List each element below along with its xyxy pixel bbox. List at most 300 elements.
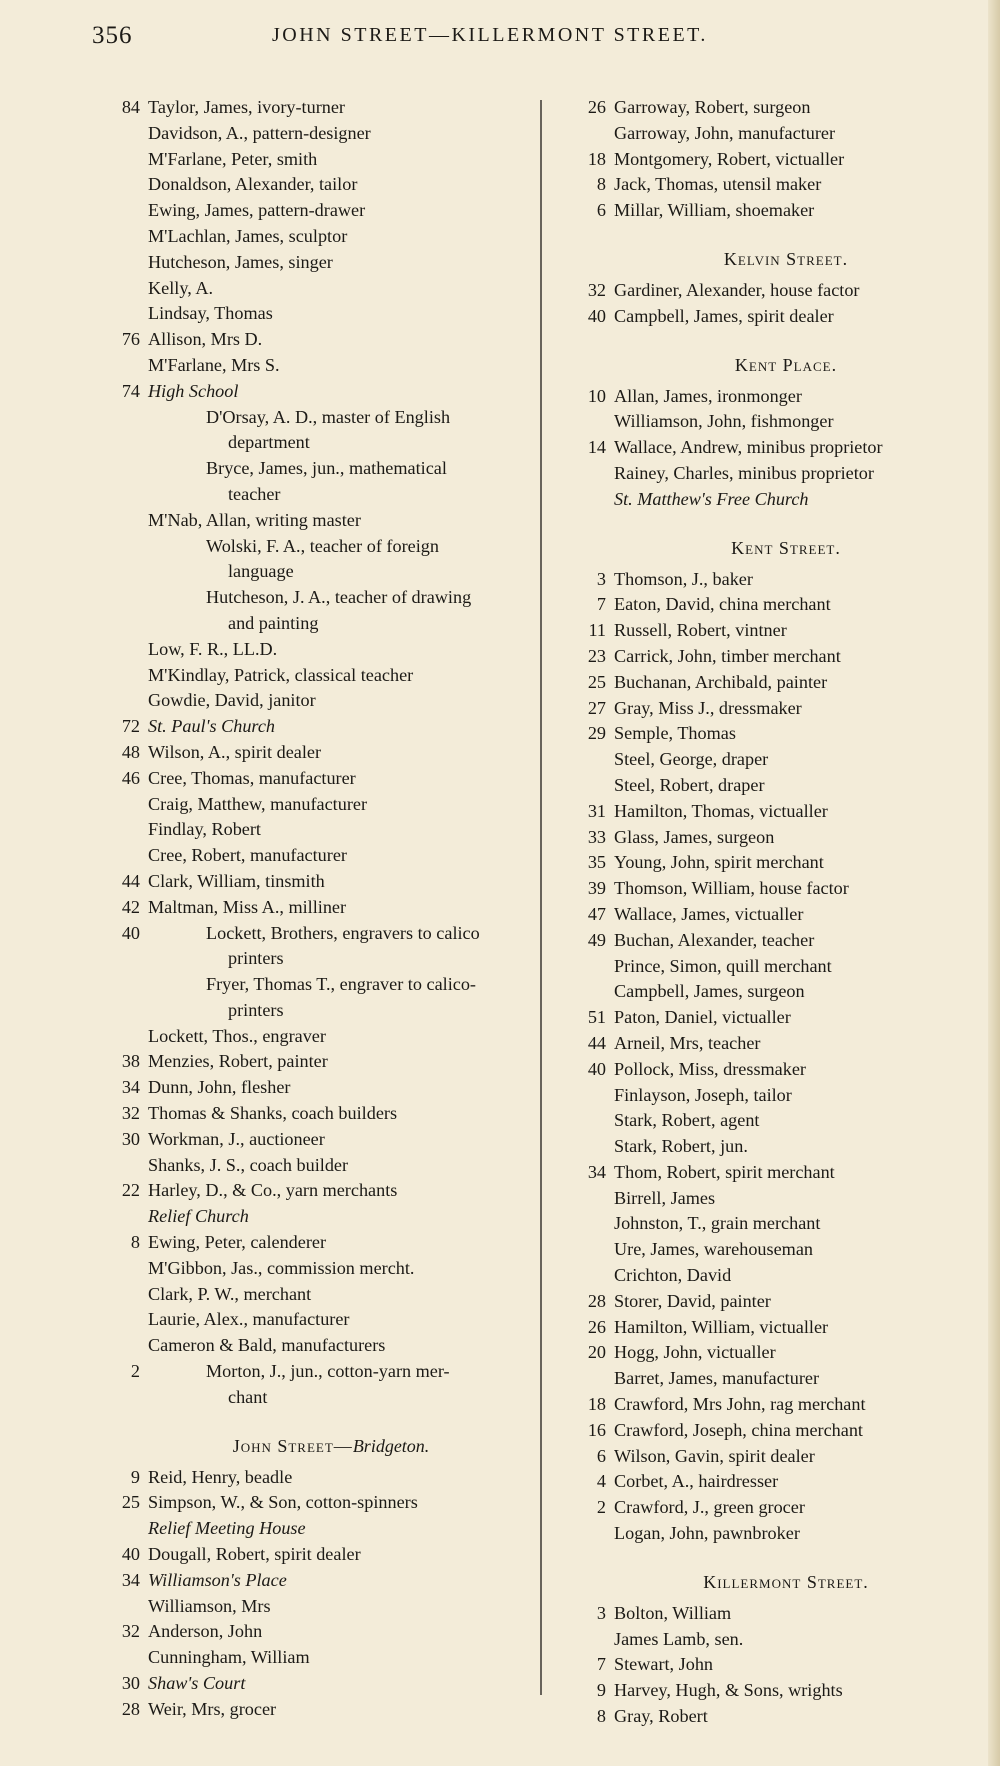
occupant-name: Stark, Robert, agent: [614, 1110, 760, 1131]
directory-entry: [90, 1282, 532, 1308]
occupant-text: [614, 592, 831, 618]
occupant-text: [148, 379, 238, 405]
house-number: 76: [121, 329, 140, 350]
occupant-name: St. Matthew's Free Church: [614, 488, 809, 509]
directory-entry: [556, 1469, 976, 1495]
occupant-text: [614, 954, 832, 980]
occupant-text: [148, 1024, 326, 1050]
occupant-name: St. Paul's Church: [148, 716, 275, 737]
occupant-text: [148, 1101, 397, 1127]
occupant-text: [614, 876, 849, 902]
directory-entry: [90, 1619, 532, 1645]
occupant-text: [148, 1127, 325, 1153]
occupant-text: [614, 825, 774, 851]
occupant-text: [614, 1057, 806, 1083]
house-number: 44: [587, 1032, 606, 1053]
occupant-text: [614, 487, 809, 513]
directory-entry: [556, 1340, 976, 1366]
occupant-text: [614, 1495, 805, 1521]
house-number: 34: [587, 1161, 606, 1182]
occupant-name: Williamson, Mrs: [148, 1595, 271, 1616]
occupant-text: [614, 721, 736, 747]
occupant-name: Prince, Simon, quill merchant: [614, 955, 832, 976]
directory-entry: [556, 1444, 976, 1470]
house-number: 38: [121, 1051, 140, 1072]
occupant-name: Crawford, J., green grocer: [614, 1497, 805, 1518]
occupant-name: Donaldson, Alexander, tailor: [148, 174, 358, 195]
occupant-text: [614, 278, 860, 304]
occupant-text: [148, 1307, 349, 1333]
house-number: 74: [121, 380, 140, 401]
house-number: 8: [130, 1232, 140, 1253]
occupant-text: [148, 508, 361, 534]
directory-entry: [90, 663, 532, 689]
directory-entry: [556, 1521, 976, 1547]
occupant-name: Storer, David, painter: [614, 1290, 771, 1311]
occupant-continuation: printers: [228, 999, 284, 1020]
occupant-text: [614, 1601, 731, 1627]
occupant-name: Arneil, Mrs, teacher: [614, 1032, 761, 1053]
occupant-name: M'Nab, Allan, writing master: [148, 509, 361, 530]
occupant-text: [148, 353, 280, 379]
directory-entry: [556, 773, 976, 799]
occupant-text: [148, 637, 277, 663]
street-heading-text: Kent Street.: [731, 537, 841, 558]
directory-entry: [556, 1134, 976, 1160]
occupant-name: Fryer, Thomas T., engraver to calico-: [206, 974, 476, 995]
directory-landmark: [90, 1568, 532, 1594]
occupant-text: [148, 1542, 361, 1568]
house-number: 9: [130, 1466, 140, 1487]
occupant-name: Finlayson, Joseph, tailor: [614, 1084, 792, 1105]
occupant-name: Cunningham, William: [148, 1647, 310, 1668]
house-number: 3: [596, 568, 606, 589]
directory-entry: [90, 353, 532, 379]
house-number: 14: [587, 437, 606, 458]
occupant-name: M'Farlane, Peter, smith: [148, 148, 318, 169]
occupant-text: [614, 773, 765, 799]
house-number: 32: [121, 1621, 140, 1642]
occupant-name: Stewart, John: [614, 1654, 714, 1675]
house-number: 2: [596, 1497, 606, 1518]
directory-entry: [556, 618, 976, 644]
directory-entry: [90, 121, 532, 147]
occupant-text: [148, 792, 367, 818]
directory-entry: [90, 766, 532, 792]
occupant-name: Davidson, A., pattern-designer: [148, 122, 371, 143]
directory-entry: [90, 1127, 532, 1153]
occupant-text: [614, 618, 787, 644]
occupant-text: [206, 921, 590, 973]
page-edge: [988, 0, 1000, 1766]
occupant-name: Shaw's Court: [148, 1673, 246, 1694]
directory-entry: [556, 954, 976, 980]
occupant-text: [148, 1075, 290, 1101]
occupant-text: [614, 435, 883, 461]
directory-entry: [90, 301, 532, 327]
directory-entry: [90, 1307, 532, 1333]
occupant-name: Hamilton, Thomas, victualler: [614, 800, 828, 821]
house-number: 6: [596, 1445, 606, 1466]
occupant-name: Crawford, Mrs John, rag merchant: [614, 1394, 866, 1415]
occupant-name: Birrell, James: [614, 1187, 716, 1208]
directory-entry: [90, 250, 532, 276]
occupant-text: [148, 1282, 311, 1308]
house-number: 40: [121, 1544, 140, 1565]
occupant-text: [614, 304, 834, 330]
directory-entry: [90, 1178, 532, 1204]
occupant-text: [614, 1392, 866, 1418]
occupant-text: [206, 1359, 590, 1411]
occupant-name: Jack, Thomas, utensil maker: [614, 174, 822, 195]
directory-entry: [90, 869, 532, 895]
house-number: 32: [587, 279, 606, 300]
house-number: 40: [587, 1058, 606, 1079]
house-number: 31: [587, 800, 606, 821]
occupant-name: Stark, Robert, jun.: [614, 1136, 748, 1157]
occupant-text: [614, 1418, 863, 1444]
directory-entry: [556, 172, 976, 198]
house-number: 2: [130, 1361, 140, 1382]
directory-entry: [90, 1359, 532, 1411]
directory-entry: [90, 327, 532, 353]
directory-entry: [556, 1057, 976, 1083]
occupant-text: [148, 147, 317, 173]
occupant-name: Craig, Matthew, manufacturer: [148, 793, 368, 814]
directory-entry: [556, 304, 976, 330]
occupant-text: [614, 95, 810, 121]
directory-entry: [556, 435, 976, 461]
occupant-text: [148, 766, 356, 792]
occupant-name: Thomson, J., baker: [614, 568, 753, 589]
directory-entry: [556, 1627, 976, 1653]
street-heading-subtitle: Bridgeton.: [352, 1435, 430, 1456]
occupant-text: [614, 1289, 771, 1315]
occupant-text: [614, 979, 805, 1005]
occupant-name: Buchan, Alexander, teacher: [614, 929, 815, 950]
occupant-text: [614, 147, 844, 173]
occupant-text: [148, 95, 345, 121]
occupant-name: Dunn, John, flesher: [148, 1077, 291, 1098]
occupant-name: Relief Meeting House: [148, 1518, 306, 1539]
occupant-text: [148, 843, 347, 869]
directory-entry: [90, 1024, 532, 1050]
occupant-name: Allison, Mrs D.: [148, 329, 263, 350]
right-column: [556, 95, 976, 1730]
occupant-text: [614, 1211, 820, 1237]
house-number: 23: [587, 645, 606, 666]
occupant-text: [614, 409, 834, 435]
occupant-name: Montgomery, Robert, victualler: [614, 148, 845, 169]
house-number: 32: [121, 1103, 140, 1124]
occupant-text: [148, 1619, 262, 1645]
directory-entry: [556, 198, 976, 224]
occupant-name: Lockett, Brothers, engravers to calico: [206, 922, 480, 943]
directory-entry: [556, 278, 976, 304]
house-number: 46: [121, 767, 140, 788]
occupant-text: [614, 1340, 776, 1366]
occupant-name: Gardiner, Alexander, house factor: [614, 279, 860, 300]
street-heading-text: John Street—: [232, 1435, 353, 1456]
directory-entry: [90, 585, 532, 637]
house-number: 35: [587, 852, 606, 873]
occupant-name: Cree, Robert, manufacturer: [148, 845, 347, 866]
directory-entry: [556, 747, 976, 773]
occupant-name: Hamilton, William, victualler: [614, 1316, 829, 1337]
occupant-text: [614, 747, 768, 773]
directory-entry: [90, 508, 532, 534]
house-number: 30: [121, 1128, 140, 1149]
occupant-text: [148, 250, 333, 276]
street-heading: [90, 1433, 532, 1459]
occupant-name: Lindsay, Thomas: [148, 303, 273, 324]
house-number: 51: [587, 1007, 606, 1028]
occupant-text: [148, 1671, 245, 1697]
occupant-name: Logan, John, pawnbroker: [614, 1523, 800, 1544]
occupant-name: Steel, George, draper: [614, 749, 769, 770]
directory-entry: [556, 850, 976, 876]
occupant-name: Low, F. R., LL.D.: [148, 638, 278, 659]
occupant-text: [148, 895, 346, 921]
occupant-name: Anderson, John: [148, 1621, 263, 1642]
occupant-name: Wilson, Gavin, spirit dealer: [614, 1445, 815, 1466]
house-number: 6: [596, 200, 606, 221]
directory-landmark: [90, 1671, 532, 1697]
directory-entry: [90, 1333, 532, 1359]
occupant-name: Rainey, Charles, minibus proprietor: [614, 462, 874, 483]
occupant-text: [148, 817, 261, 843]
house-number: 42: [121, 896, 140, 917]
occupant-text: [206, 456, 590, 508]
directory-entry: [556, 1366, 976, 1392]
occupant-text: [206, 972, 590, 1024]
occupant-name: Thom, Robert, spirit merchant: [614, 1161, 835, 1182]
left-column: [90, 95, 532, 1723]
house-number: 47: [587, 903, 606, 924]
page-number: 356: [92, 22, 133, 49]
directory-entry: [556, 902, 976, 928]
house-number: 9: [596, 1680, 606, 1701]
house-number: 8: [596, 1706, 606, 1727]
occupant-name: Ure, James, warehouseman: [614, 1239, 813, 1260]
house-number: 11: [588, 620, 606, 641]
house-number: 28: [587, 1290, 606, 1311]
directory-entry: [90, 688, 532, 714]
occupant-text: [148, 688, 316, 714]
occupant-continuation: teacher: [228, 483, 281, 504]
directory-entry: [556, 825, 976, 851]
occupant-name: M'Lachlan, James, sculptor: [148, 225, 348, 246]
street-heading: [556, 1569, 976, 1595]
occupant-text: [614, 1083, 792, 1109]
directory-entry: [556, 670, 976, 696]
occupant-text: [614, 1444, 815, 1470]
house-number: 20: [587, 1342, 606, 1363]
occupant-text: [614, 1652, 713, 1678]
occupant-text: [614, 567, 753, 593]
occupant-text: [148, 1256, 414, 1282]
directory-entry: [556, 1186, 976, 1212]
directory-entry: [90, 95, 532, 121]
occupant-name: Relief Church: [148, 1206, 249, 1227]
occupant-text: [148, 1333, 385, 1359]
occupant-name: Ewing, Peter, calenderer: [148, 1232, 327, 1253]
occupant-text: [148, 1568, 287, 1594]
occupant-text: [614, 1134, 748, 1160]
occupant-text: [614, 1366, 819, 1392]
occupant-name: Bryce, James, jun., mathematical: [206, 458, 447, 479]
street-heading-text: Kelvin Street.: [723, 248, 849, 269]
occupant-text: [148, 301, 273, 327]
directory-entry: [90, 198, 532, 224]
occupant-name: Morton, J., jun., cotton-yarn mer-: [206, 1361, 450, 1382]
street-heading: [556, 352, 976, 378]
directory-entry: [90, 534, 532, 586]
occupant-text: [614, 1005, 791, 1031]
occupant-name: Simpson, W., & Son, cotton-spinners: [148, 1492, 418, 1513]
occupant-name: Corbet, A., hairdresser: [614, 1471, 779, 1492]
directory-entry: [556, 1704, 976, 1730]
occupant-text: [614, 902, 803, 928]
occupant-name: Workman, J., auctioneer: [148, 1128, 325, 1149]
house-number: 7: [596, 594, 606, 615]
occupant-text: [614, 799, 828, 825]
occupant-name: Weir, Mrs, grocer: [148, 1698, 277, 1719]
directory-entry: [90, 817, 532, 843]
occupant-text: [206, 534, 590, 586]
occupant-text: [614, 1186, 715, 1212]
occupant-text: [148, 1049, 328, 1075]
occupant-name: Millar, William, shoemaker: [614, 200, 815, 221]
directory-entry: [556, 1031, 976, 1057]
directory-entry: [90, 843, 532, 869]
occupant-text: [614, 850, 824, 876]
directory-entry: [90, 1256, 532, 1282]
house-number: 84: [121, 97, 140, 117]
directory-entry: [90, 1049, 532, 1075]
street-heading: [556, 535, 976, 561]
house-number: 4: [596, 1471, 606, 1492]
occupant-name: M'Farlane, Mrs S.: [148, 354, 280, 375]
occupant-text: [614, 1237, 813, 1263]
directory-entry: [556, 567, 976, 593]
occupant-continuation: printers: [228, 948, 284, 969]
occupant-name: Garroway, John, manufacturer: [614, 122, 836, 143]
occupant-name: Gray, Miss J., dressmaker: [614, 697, 802, 718]
house-number: 34: [121, 1077, 140, 1098]
directory-entry: [90, 1101, 532, 1127]
occupant-text: [148, 1153, 348, 1179]
column-divider: [540, 100, 542, 1695]
occupant-name: Russell, Robert, vintner: [614, 620, 787, 641]
occupant-name: Laurie, Alex., manufacturer: [148, 1309, 350, 1330]
house-number: 44: [121, 870, 140, 891]
occupant-name: D'Orsay, A. D., master of English: [206, 406, 451, 427]
house-number: 7: [596, 1654, 606, 1675]
directory-entry: [556, 721, 976, 747]
occupant-text: [614, 1678, 843, 1704]
directory-entry: [90, 972, 532, 1024]
directory-entry: [556, 461, 976, 487]
occupant-name: Crichton, David: [614, 1265, 732, 1286]
occupant-name: Williamson, John, fishmonger: [614, 411, 834, 432]
directory-entry: [556, 1418, 976, 1444]
house-number: 40: [121, 922, 140, 943]
directory-landmark: [90, 1516, 532, 1542]
directory-entry: [90, 456, 532, 508]
directory-entry: [90, 147, 532, 173]
occupant-name: Bolton, William: [614, 1602, 732, 1623]
directory-entry: [556, 876, 976, 902]
occupant-text: [614, 1315, 828, 1341]
occupant-name: Reid, Henry, beadle: [148, 1466, 293, 1487]
directory-entry: [90, 792, 532, 818]
occupant-text: [148, 740, 321, 766]
house-number: 33: [587, 826, 606, 847]
occupant-name: Menzies, Robert, painter: [148, 1051, 328, 1072]
occupant-name: Maltman, Miss A., milliner: [148, 896, 347, 917]
house-number: 40: [587, 305, 606, 326]
occupant-name: Steel, Robert, draper: [614, 774, 765, 795]
directory-entry: [556, 799, 976, 825]
house-number: 28: [121, 1698, 140, 1719]
occupant-name: Johnston, T., grain merchant: [614, 1213, 821, 1234]
occupant-text: [614, 928, 814, 954]
occupant-name: Kelly, A.: [148, 277, 213, 298]
directory-landmark: [90, 379, 532, 405]
occupant-name: Semple, Thomas: [614, 723, 736, 744]
directory-entry: [556, 1237, 976, 1263]
house-number: 27: [587, 697, 606, 718]
occupant-name: James Lamb, sen.: [614, 1628, 744, 1649]
occupant-name: Clark, P. W., merchant: [148, 1283, 312, 1304]
house-number: 18: [587, 1394, 606, 1415]
occupant-name: Cameron & Bald, manufacturers: [148, 1335, 386, 1356]
occupant-text: [614, 384, 802, 410]
occupant-name: Wilson, A., spirit dealer: [148, 741, 322, 762]
occupant-text: [148, 1490, 418, 1516]
house-number: 16: [587, 1419, 606, 1440]
house-number: 26: [587, 97, 606, 117]
directory-entry: [90, 740, 532, 766]
directory-entry: [556, 95, 976, 121]
occupant-text: [148, 1645, 310, 1671]
directory-entry: [90, 1230, 532, 1256]
house-number: 34: [121, 1569, 140, 1590]
directory-entry: [556, 928, 976, 954]
house-number: 39: [587, 878, 606, 899]
directory-entry: [90, 405, 532, 457]
occupant-name: Eaton, David, china merchant: [614, 594, 831, 615]
occupant-text: [148, 1178, 397, 1204]
directory-entry: [90, 1465, 532, 1491]
occupant-text: [148, 198, 365, 224]
running-title: JOHN STREET—KILLERMONT STREET.: [272, 24, 708, 46]
occupant-name: Williamson's Place: [148, 1569, 287, 1590]
directory-landmark: [90, 714, 532, 740]
occupant-name: Barret, James, manufacturer: [614, 1368, 820, 1389]
house-number: 18: [587, 148, 606, 169]
directory-entry: [556, 384, 976, 410]
directory-entry: [556, 1315, 976, 1341]
occupant-text: [148, 1697, 276, 1723]
occupant-text: [148, 663, 413, 689]
directory-entry: [556, 979, 976, 1005]
directory-entry: [90, 224, 532, 250]
occupant-name: Buchanan, Archibald, painter: [614, 671, 828, 692]
house-number: 22: [121, 1180, 140, 1201]
occupant-name: Hutcheson, James, singer: [148, 251, 333, 272]
